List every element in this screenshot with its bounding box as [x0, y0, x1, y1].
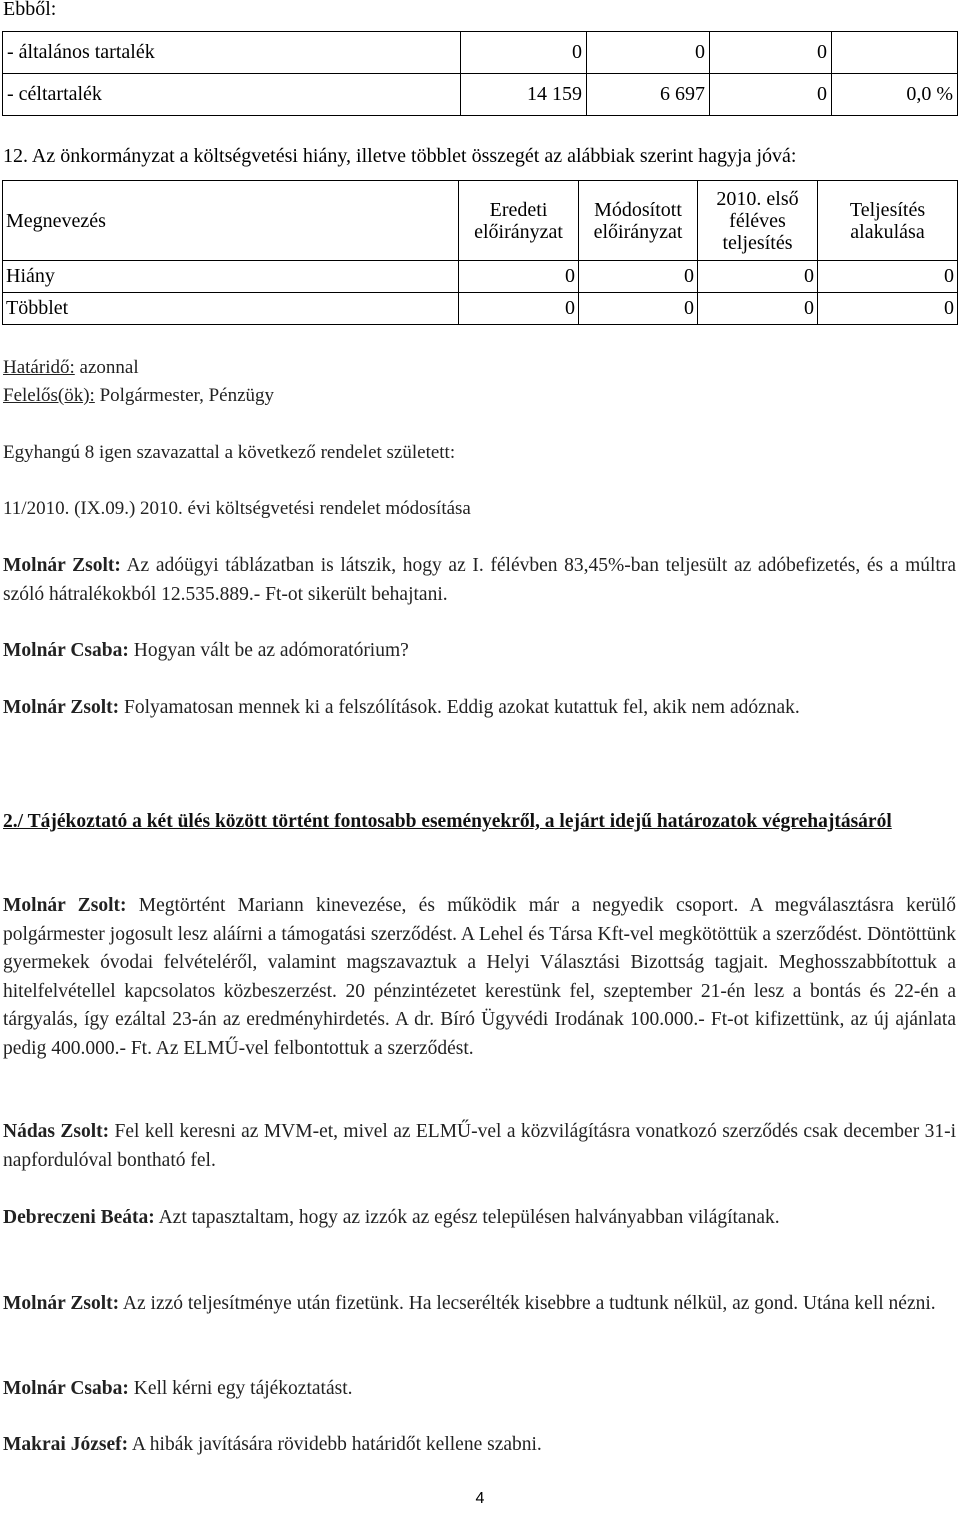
speaker-name: Molnár Csaba:	[3, 640, 129, 661]
cell: 0	[710, 32, 832, 74]
item-12-text: 12. Az önkormányzat a költségvetési hiány, illetve többlet összegét az alábbiak szerint hagyja jóvá:	[3, 145, 797, 167]
deadline-label: Határidő:	[3, 357, 75, 378]
row-label: - céltartalék	[3, 74, 461, 116]
speech-text: Hogyan vált be az adómoratórium?	[128, 640, 409, 661]
dialog-entry	[3, 1204, 956, 1233]
header-modositott: Módosított előirányzat	[579, 181, 698, 261]
row-label: Hiány	[3, 261, 459, 293]
cell: 0	[698, 261, 818, 293]
speech-text: Azt tapasztaltam, hogy az izzók az egész településen halványabban világítanak.	[154, 1207, 780, 1228]
cell: 0	[579, 261, 698, 293]
responsible-value: Polgármester, Pénzügy	[94, 385, 275, 406]
dialog-entry	[3, 552, 956, 609]
decree-text: 11/2010. (IX.09.) 2010. évi költségvetési rendelet módosítása	[3, 498, 471, 519]
vote-text: Egyhangú 8 igen szavazattal a következő rendelet született:	[3, 442, 456, 463]
cell: 0	[459, 261, 579, 293]
ebbol-label: Ebből:	[3, 0, 57, 20]
table-row	[3, 32, 958, 74]
speech-text: Folyamatosan mennek ki a felszólítások. Eddig azokat kutattuk fel, akik nem adóznak.	[119, 697, 800, 718]
speaker-name: Molnár Zsolt:	[3, 697, 120, 718]
row-label: Többlet	[3, 293, 459, 325]
table-header-row	[3, 181, 958, 261]
row-label: - általános tartalék	[3, 32, 461, 74]
speaker-name: Molnár Zsolt:	[3, 895, 127, 916]
deadline-value: azonnal	[74, 357, 139, 378]
reserve-table	[2, 31, 958, 116]
header-teljesites: Teljesítés alakulása	[818, 181, 958, 261]
cell: 0	[698, 293, 818, 325]
dialog-entry	[3, 1375, 956, 1404]
speech-text: Kell kérni egy tájékoztatást.	[128, 1378, 353, 1399]
responsible-label: Felelős(ök):	[3, 385, 95, 406]
cell: 0	[587, 32, 710, 74]
speech-text: Fel kell keresni az MVM-et, mivel az ELMŰ-vel a közvilágításra vonatkozó szerződés csak december 31-i napfordulóval bontható fel.	[3, 1121, 956, 1171]
dialog-entry	[3, 892, 956, 1063]
table-row	[3, 74, 958, 116]
dialog-entry	[3, 694, 956, 723]
cell: 0	[459, 293, 579, 325]
dialog-entry	[3, 1290, 956, 1319]
dialog-entry	[3, 1118, 956, 1175]
cell: 0	[710, 74, 832, 116]
cell: 0	[579, 293, 698, 325]
speaker-name: Molnár Zsolt:	[3, 555, 121, 576]
speech-text: Az adóügyi táblázatban is látszik, hogy az I. félévben 83,45%-ban teljesült az adóbefizetés, és a múltra szóló hátralékokból 12.535.889.- Ft-ot sikerült behajtani.	[3, 555, 956, 605]
speaker-name: Nádas Zsolt:	[3, 1121, 110, 1142]
speech-text: Az izzó teljesítménye után fizetünk. Ha lecserélték kisebbre a tudtunk nélkül, az gond. Utána kell nézni.	[119, 1293, 936, 1314]
speech-text: Megtörtént Mariann kinevezése, és működik már a negyedik csoport. A megválasztásra kerülő polgármester jogosult lesz aláírni a támogatási szerződést. A Lehel és Társa Kft-vel megkötöttük a szerződést. Döntöttünk gyermekek óvodai felvételéről, valamint magszavaztuk a Helyi Választási Bizottság tagjait. Meghosszabbítottuk a hitelfelvétellel kapcsolatos közbeszerzést. 20 pénzintézetet kerestünk fel, szeptember 21-én lesz a bontás és 22-én a tárgyalás, így ezáltal 23-án az eredményhirdetés. A dr. Bíró Ügyvédi Irodának 100.000.- Ft-ot kifizettünk, az új ajánlata pedig 400.000.- Ft. Az ELMŰ-vel felbontottuk a szerződést.	[3, 895, 956, 1059]
cell	[832, 32, 958, 74]
page-number: 4	[475, 1490, 485, 1507]
responsible-line	[3, 384, 274, 408]
dialog-entry	[3, 1431, 956, 1460]
speaker-name: Debreczeni Beáta:	[3, 1207, 155, 1228]
header-megnevezes: Megnevezés	[3, 181, 459, 261]
header-elso-feleves: 2010. első féléves teljesítés	[698, 181, 818, 261]
speech-text: A hibák javítására rövidebb határidőt kellene szabni.	[128, 1434, 542, 1455]
cell: 14 159	[461, 74, 587, 116]
speaker-name: Molnár Csaba:	[3, 1378, 129, 1399]
section-2-title: 2./ Tájékoztató a két ülés között történt fontosabb eseményekről, a lejárt idejű határozatok végrehajtásáról	[3, 811, 892, 832]
table-row	[3, 293, 958, 325]
cell: 0,0 %	[832, 74, 958, 116]
cell: 6 697	[587, 74, 710, 116]
cell: 0	[461, 32, 587, 74]
deadline-line	[3, 356, 139, 380]
table-row	[3, 261, 958, 293]
header-eredeti: Eredeti előirányzat	[459, 181, 579, 261]
cell: 0	[818, 261, 958, 293]
cell: 0	[818, 293, 958, 325]
balance-table	[2, 180, 958, 325]
speaker-name: Molnár Zsolt:	[3, 1293, 120, 1314]
dialog-entry	[3, 637, 956, 666]
speaker-name: Makrai József:	[3, 1434, 129, 1455]
